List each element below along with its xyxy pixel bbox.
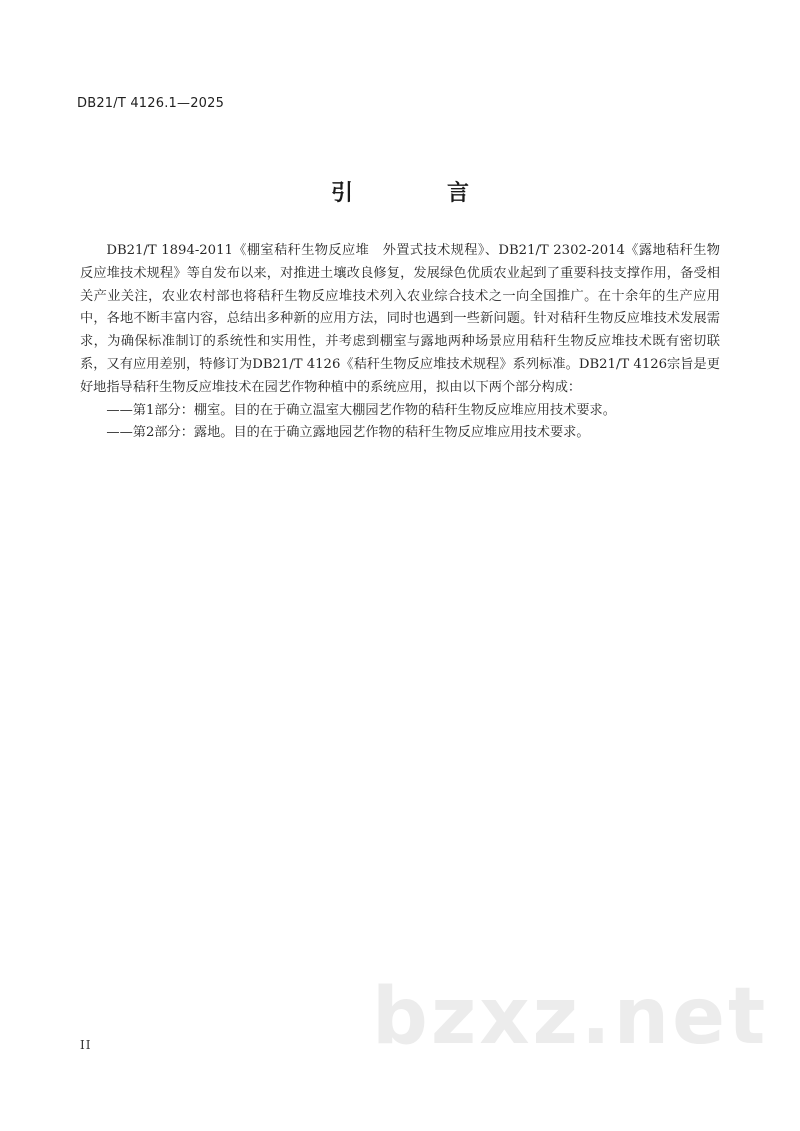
body-content [80, 240, 720, 445]
document-code: DB21/T 4126.1—2025 [77, 96, 225, 111]
part-list-item-1: ——第1部分：棚室。目的在于确立温室大棚园艺作物的秸秆生物反应堆应用技术要求。 [106, 402, 616, 418]
page-number: II [80, 1038, 92, 1052]
watermark-logo: bzxz.net [372, 972, 769, 1062]
page-title: 引 言 [330, 181, 505, 206]
part-list-item-2: ——第2部分：露地。目的在于确立露地园艺作物的秸秆生物反应堆应用技术要求。 [106, 425, 590, 441]
intro-paragraph: DB21/T 1894-2011《棚室秸秆生物反应堆 外置式技术规程》、DB21/T 2302-2014《露地秸秆生物反应堆技术规程》等自发布以来，对推进土壤改良修复，发展绿色优质农业起到了重要科技支撑作用，备受相关产业关注，农业农村部也将秸秆生物反应堆技术列入农业综合技术之一向全国推广。在十余年的生产应用中，各地不断丰富内容，总结出多种新的应用方法，同时也遇到一些新问题。针对秸秆生物反应堆技术发展需求，为确保标准制订的系统性和实用性，并考虑到棚室与露地两种场景应用秸秆生物反应堆技术既有密切联系，又有应用差别，特修订为DB21/T 4126《秸秆生物反应堆技术规程》系列标准。DB21/T 4126宗旨是更好地指导秸秆生物反应堆技术在园艺作物种植中的系统应用，拟由以下两个部分构成： [80, 243, 720, 395]
